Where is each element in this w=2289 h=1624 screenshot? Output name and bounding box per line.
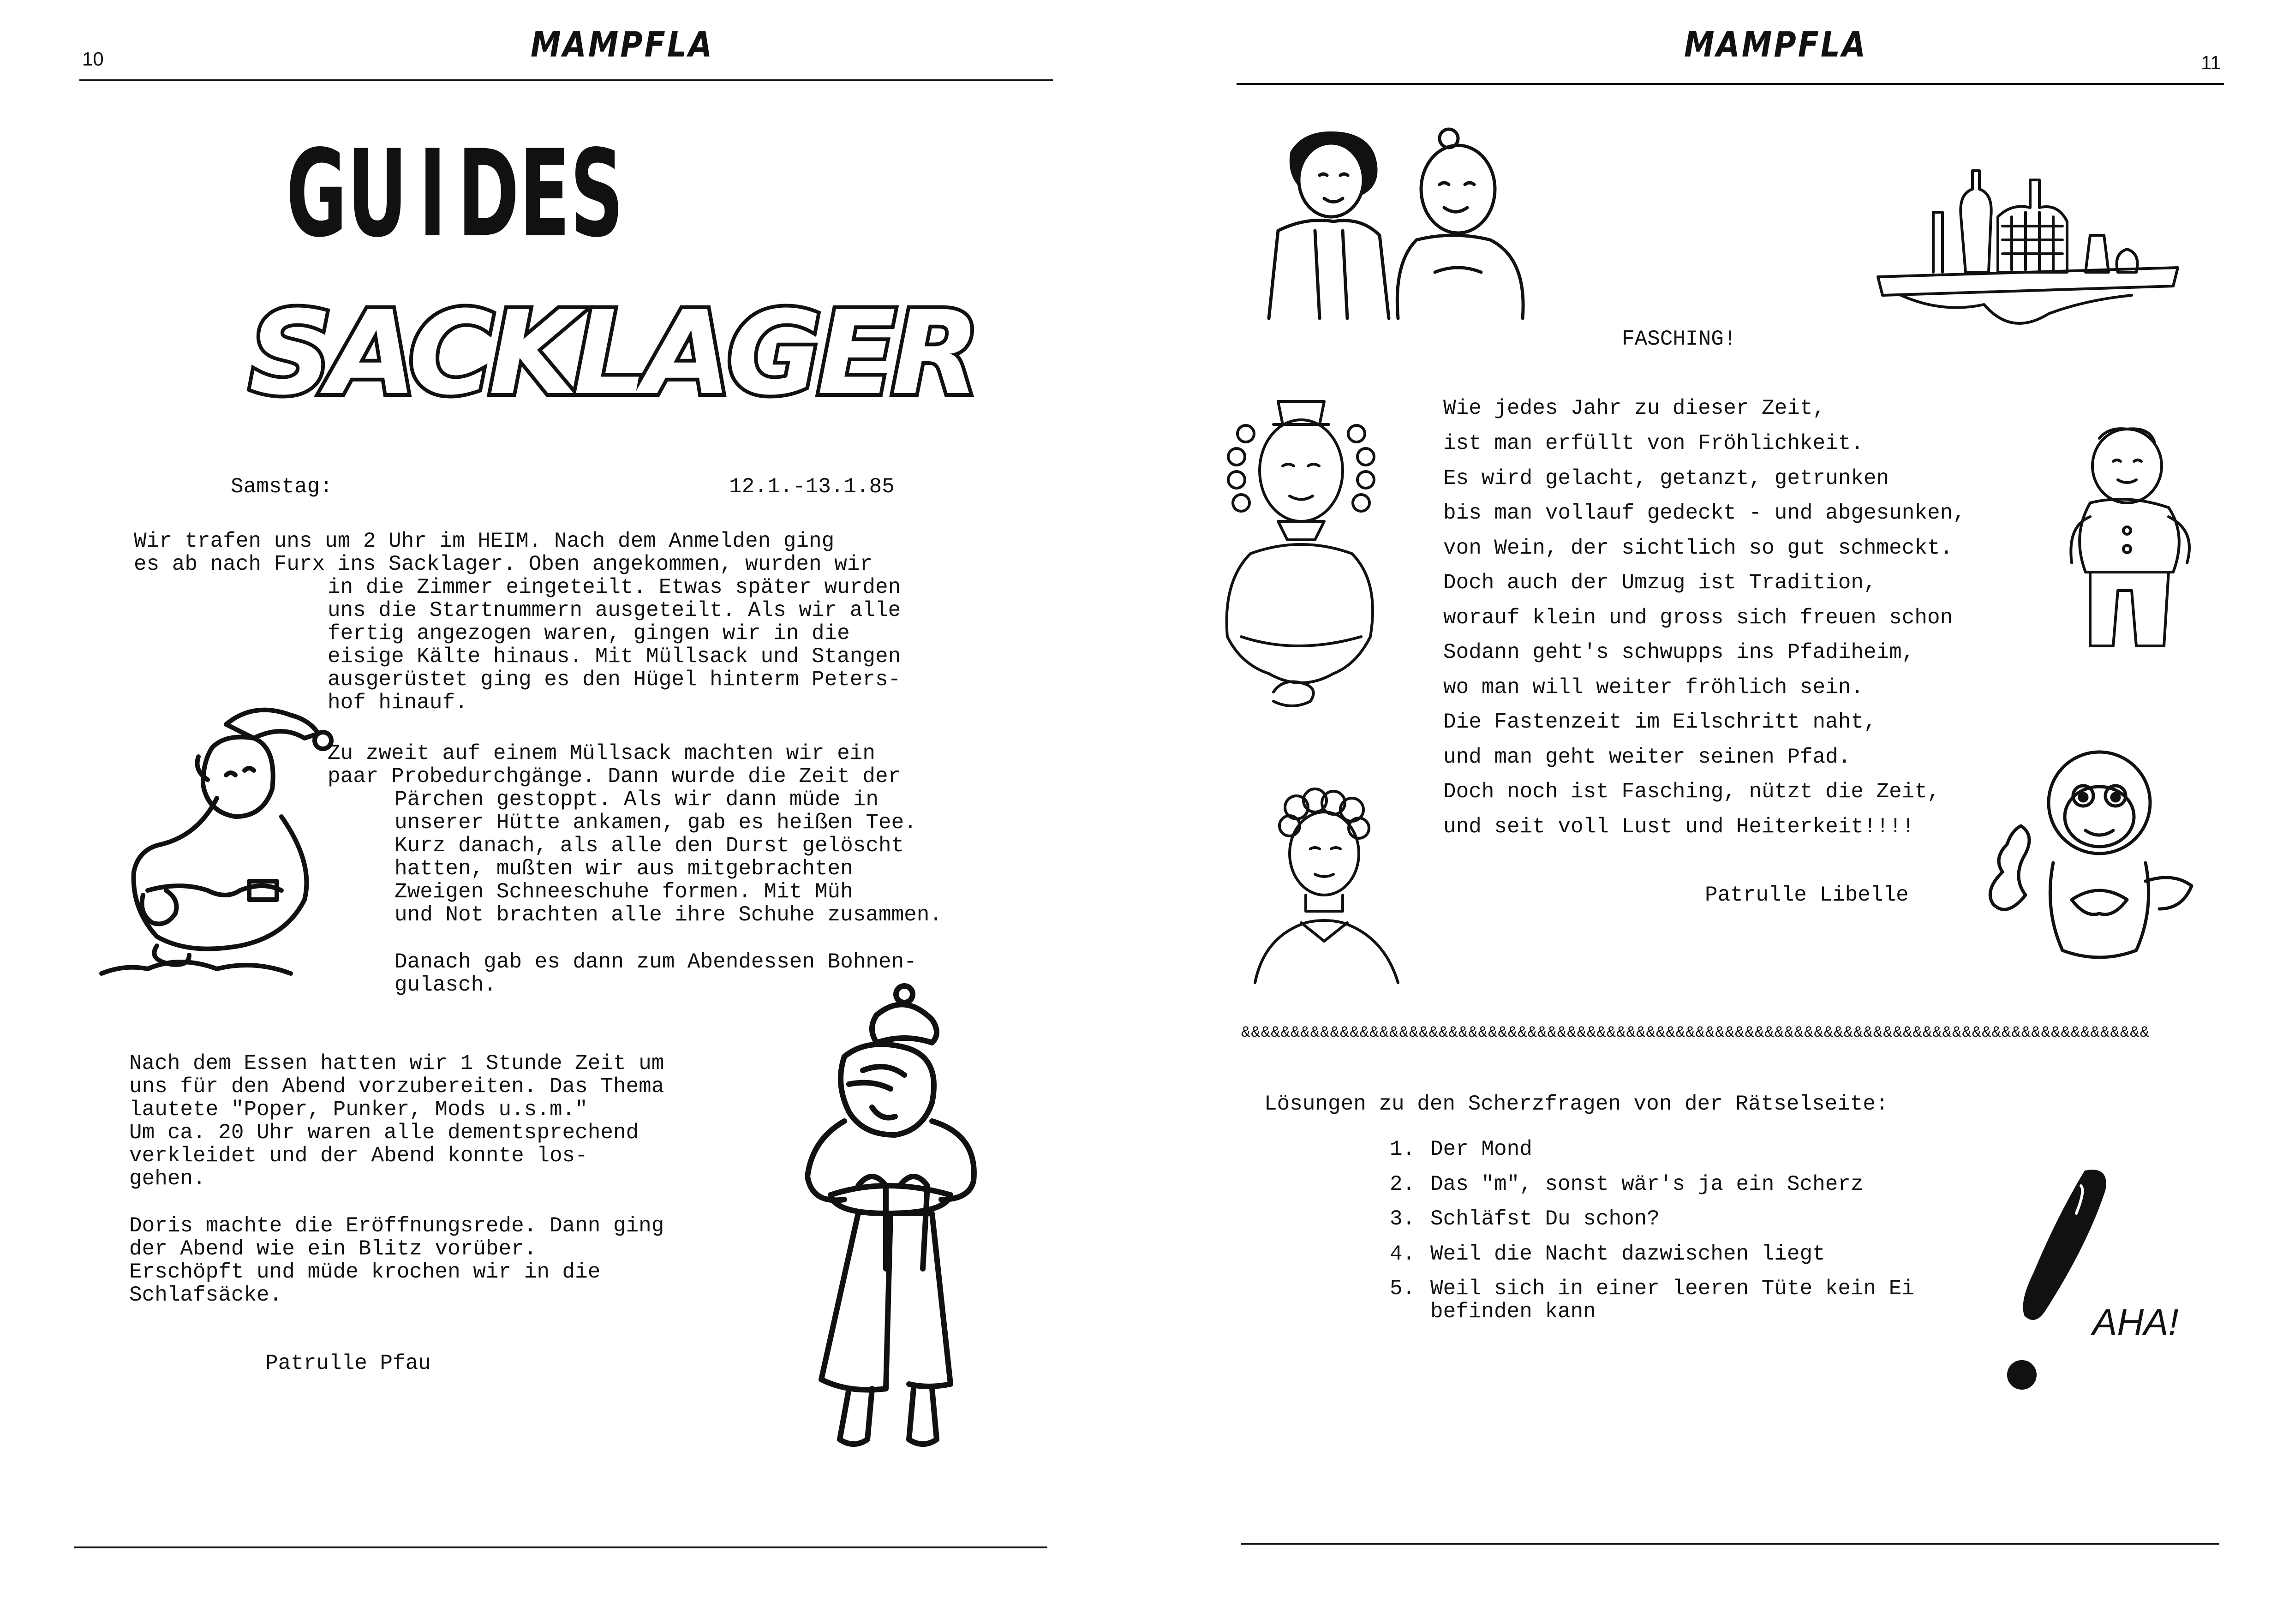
poem-line: worauf klein und gross sich freuen schon	[1443, 606, 1953, 630]
text-line: eisige Kälte hinaus. Mit Müllsack und Stangen	[328, 645, 901, 669]
text-line: es ab nach Furx ins Sacklager. Oben angekommen, wurden wir	[134, 552, 873, 576]
text-line: gulasch.	[394, 973, 496, 997]
signature-pfau: Patrulle Pfau	[265, 1351, 431, 1375]
poem-line: und man geht weiter seinen Pfad.	[1443, 745, 1851, 769]
guides-title	[286, 125, 624, 264]
poem-line: ist man erfüllt von Fröhlichkeit.	[1443, 431, 1864, 455]
solution-text: Das "m", sonst wär's ja ein Scherz	[1430, 1172, 1864, 1196]
text-line: Zweigen Schneeschuhe formen. Mit Müh	[394, 880, 853, 904]
date-label: Samstag:	[231, 475, 333, 499]
poem-title: FASCHING!	[1622, 327, 1737, 351]
solution-number: 1.	[1390, 1137, 1416, 1161]
shelf-bottles-illustration	[1873, 161, 2182, 360]
guides-letter: G	[286, 125, 347, 264]
text-line: und Not brachten alle ihre Schuhe zusammen.	[394, 903, 942, 927]
text-line: der Abend wie ein Blitz vorüber.	[129, 1237, 537, 1261]
left-footer-rule	[74, 1546, 1047, 1548]
solution-text: Der Mond	[1430, 1137, 1532, 1161]
text-line: Doris machte die Eröffnungsrede. Dann ging	[129, 1214, 664, 1238]
left-page-number: 10	[82, 48, 104, 70]
text-line: in die Zimmer eingeteilt. Etwas später wurden	[328, 575, 901, 599]
text-line: Zu zweit auf einem Müllsack machten wir ein	[328, 741, 875, 765]
text-line: Um ca. 20 Uhr waren alle dementsprechend	[129, 1121, 639, 1145]
right-header-rule	[1237, 83, 2224, 85]
sacklager-logo: SACKLAGER	[249, 286, 976, 420]
solution-number: 5.	[1390, 1277, 1416, 1301]
solution-number: 4.	[1390, 1242, 1416, 1266]
guides-letter: U	[347, 125, 408, 264]
poem-line: Die Fastenzeit im Eilschritt naht,	[1443, 710, 1877, 734]
santa-standing-illustration	[794, 983, 992, 1467]
text-line: Nach dem Essen hatten wir 1 Stunde Zeit um	[129, 1051, 664, 1075]
text-line: gehen.	[129, 1167, 206, 1191]
two-children-illustration	[1250, 125, 1541, 318]
poem-line: Sodann geht's schwupps ins Pfadiheim,	[1443, 640, 1915, 664]
text-line: Wir trafen uns um 2 Uhr im HEIM. Nach dem Anmelden ging	[134, 529, 835, 553]
solution-number: 2.	[1390, 1172, 1416, 1196]
clown-lady-illustration	[1204, 397, 1416, 738]
aha-text: AHA!	[2092, 1302, 2179, 1343]
text-line: Danach gab es dann zum Abendessen Bohnen-	[394, 950, 917, 974]
guides-letter: D	[457, 125, 520, 264]
left-header-rule	[79, 79, 1053, 81]
poem-line: Wie jedes Jahr zu dieser Zeit,	[1443, 396, 1826, 420]
text-line: Pärchen gestoppt. Als wir dann müde in	[394, 788, 879, 812]
text-line: uns die Startnummern ausgeteilt. Als wir alle	[328, 598, 901, 622]
text-line: ausgerüstet ging es den Hügel hinterm Peters-	[328, 668, 901, 692]
solutions-heading: Lösungen zu den Scherzfragen von der Rätselseite:	[1264, 1092, 1889, 1116]
solution-text: Weil die Nacht dazwischen liegt	[1430, 1242, 1825, 1266]
monkey-illustration	[1979, 743, 2196, 969]
text-line: unserer Hütte ankamen, gab es heißen Tee.	[394, 811, 917, 835]
poem-line: bis man vollauf gedeckt - und abgesunken,	[1443, 501, 1966, 525]
text-line: lautete "Poper, Punker, Mods u.s.m."	[129, 1098, 588, 1122]
text-line: Kurz danach, als alle den Durst gelöscht	[394, 834, 904, 858]
solution-number: 3.	[1390, 1207, 1416, 1231]
poem-line: wo man will weiter fröhlich sein.	[1443, 675, 1864, 699]
poem-line: Es wird gelacht, getanzt, getrunken	[1443, 466, 1889, 490]
poem-line: Doch noch ist Fasching, nützt die Zeit,	[1443, 780, 1940, 804]
guides-letter: E	[519, 125, 570, 264]
ampersand-separator: &&&&&&&&&&&&&&&&&&&&&&&&&&&&&&&&&&&&&&&&&&&&&&&&&&&&&&&&&&&&&&&&&&&&&&&&&&&&&&&&&&&&&&&&&&&&	[1241, 1024, 2150, 1042]
text-line: Schlafsäcke.	[129, 1283, 282, 1307]
right-page-number: 11	[2201, 52, 2221, 73]
poem-line: Doch auch der Umzug ist Tradition,	[1443, 571, 1877, 595]
solution-text: Schläfst Du schon?	[1430, 1207, 1660, 1231]
right-footer-rule	[1241, 1543, 2219, 1545]
guides-letter: S	[570, 125, 624, 264]
poem-line: und seit voll Lust und Heiterkeit!!!!	[1443, 815, 1915, 839]
text-line: hatten, mußten wir aus mitgebrachten	[394, 857, 853, 881]
date-value: 12.1.-13.1.85	[729, 475, 895, 499]
left-masthead: MAMPFLA	[531, 24, 714, 65]
exclamation-icon	[1993, 1163, 2113, 1403]
text-line: hof hinauf.	[328, 691, 468, 715]
poem-line: von Wein, der sichtlich so gut schmeckt.	[1443, 536, 1953, 560]
santa-sliding-illustration	[88, 697, 337, 983]
text-line: fertig angezogen waren, gingen wir in die	[328, 621, 850, 645]
guides-letter: I	[418, 125, 447, 264]
signature-libelle: Patrulle Libelle	[1705, 883, 1909, 907]
curly-hair-woman-illustration	[1246, 784, 1416, 987]
text-line: Erschöpft und müde krochen wir in die	[129, 1260, 601, 1284]
solution-text: Weil sich in einer leeren Tüte kein Ei befinden kann	[1430, 1277, 1914, 1324]
right-masthead: MAMPFLA	[1684, 24, 1868, 65]
text-line: uns für den Abend vorzubereiten. Das Thema	[129, 1075, 664, 1099]
text-line: verkleidet und der Abend konnte los-	[129, 1144, 588, 1168]
stout-boy-illustration	[2058, 424, 2201, 664]
text-line: paar Probedurchgänge. Dann wurde die Zeit der	[328, 764, 901, 788]
